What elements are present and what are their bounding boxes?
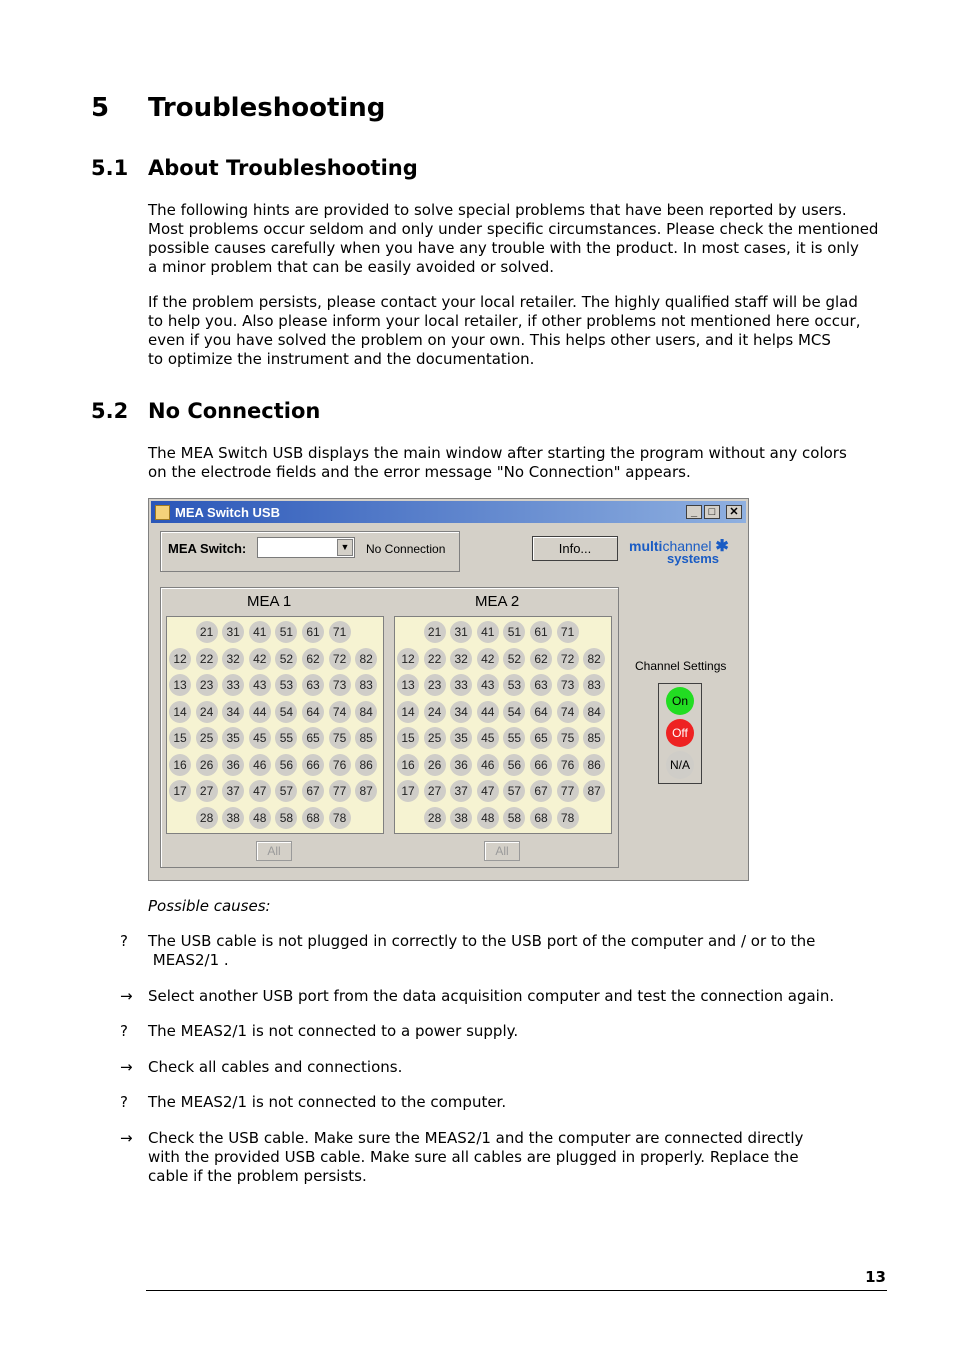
electrode-12[interactable]: 12 (397, 648, 419, 670)
electrode-21[interactable]: 21 (196, 621, 218, 643)
chapter-title: Troubleshooting (148, 93, 386, 123)
mea2-title: MEA 2 (475, 593, 520, 610)
electrode-48[interactable]: 48 (249, 807, 271, 829)
electrode-16[interactable]: 16 (169, 754, 191, 776)
section-title: About Troubleshooting (148, 156, 418, 180)
text-line: on the electrode fields and the error message "No Connection" appears. (148, 463, 691, 481)
app-icon (155, 505, 170, 520)
electrode-24[interactable]: 24 (196, 701, 218, 723)
electrode-57[interactable]: 57 (275, 780, 297, 802)
channel-settings-panel (658, 683, 702, 784)
electrode-24[interactable]: 24 (424, 701, 446, 723)
electrode-86[interactable]: 86 (355, 754, 377, 776)
electrode-74[interactable]: 74 (329, 701, 351, 723)
text-line: The USB cable is not plugged in correctly to the USB port of the computer and / or to the (148, 932, 816, 950)
electrode-15[interactable]: 15 (169, 727, 191, 749)
electrode-16[interactable]: 16 (397, 754, 419, 776)
arrow-right-icon: → (120, 987, 133, 1005)
electrode-35[interactable]: 35 (450, 727, 472, 749)
electrode-14[interactable]: 14 (169, 701, 191, 723)
electrode-43[interactable]: 43 (477, 674, 499, 696)
electrode-53[interactable]: 53 (503, 674, 525, 696)
electrode-45[interactable]: 45 (477, 727, 499, 749)
electrode-38[interactable]: 38 (222, 807, 244, 829)
electrode-52[interactable]: 52 (503, 648, 525, 670)
electrode-87[interactable]: 87 (355, 780, 377, 802)
electrode-68[interactable]: 68 (530, 807, 552, 829)
electrode-31[interactable]: 31 (222, 621, 244, 643)
mea2-all-button[interactable]: All (484, 841, 520, 861)
electrode-38[interactable]: 38 (450, 807, 472, 829)
electrode-85[interactable]: 85 (355, 727, 377, 749)
electrode-75[interactable]: 75 (329, 727, 351, 749)
text-line: to help you. Also please inform your local retailer, if other problems not mentioned here occur, (148, 312, 861, 330)
electrode-56[interactable]: 56 (503, 754, 525, 776)
electrode-47[interactable]: 47 (477, 780, 499, 802)
text-line: even if you have solved the problem on your own. This helps other users, and it helps MCS (148, 331, 831, 349)
question-marker: ? (120, 1093, 128, 1111)
electrode-71[interactable]: 71 (329, 621, 351, 643)
electrode-35[interactable]: 35 (222, 727, 244, 749)
minimize-button[interactable]: _ (686, 505, 702, 519)
about-paragraph-2 (148, 293, 873, 369)
asterisk-icon: ✱ (715, 538, 729, 555)
electrode-34[interactable]: 34 (450, 701, 472, 723)
electrode-33[interactable]: 33 (222, 674, 244, 696)
electrode-82[interactable]: 82 (355, 648, 377, 670)
mea1-title: MEA 1 (247, 593, 292, 610)
connection-status: No Connection (366, 542, 446, 556)
mea2-electrode-grid (394, 616, 612, 834)
electrode-55[interactable]: 55 (503, 727, 525, 749)
title-bar[interactable] (151, 501, 746, 523)
electrode-75[interactable]: 75 (557, 727, 579, 749)
text-line: possible causes carefully when you have any trouble with the product. In most cases, it is only (148, 239, 859, 257)
section-number: 5.2 (91, 399, 129, 423)
electrode-31[interactable]: 31 (450, 621, 472, 643)
chapter-number: 5 (91, 93, 110, 123)
electrode-44[interactable]: 44 (249, 701, 271, 723)
electrode-63[interactable]: 63 (530, 674, 552, 696)
electrode-62[interactable]: 62 (302, 648, 324, 670)
logo-text-multi: multi (629, 538, 663, 554)
text-line: a minor problem that can be easily avoided or solved. (148, 258, 554, 276)
cause-text: The MEAS2/1 is not connected to a power supply. (148, 1022, 519, 1040)
electrode-64[interactable]: 64 (302, 701, 324, 723)
electrode-66[interactable]: 66 (530, 754, 552, 776)
electrode-67[interactable]: 67 (302, 780, 324, 802)
logo-text-channel: channel (662, 538, 712, 554)
remedy-text: Check all cables and connections. (148, 1058, 403, 1076)
mea-switch-label: MEA Switch: (168, 541, 247, 556)
electrode-66[interactable]: 66 (302, 754, 324, 776)
text-line: The MEA Switch USB displays the main window after starting the program without any colors (148, 444, 847, 462)
electrode-48[interactable]: 48 (477, 807, 499, 829)
electrode-42[interactable]: 42 (249, 648, 271, 670)
electrode-54[interactable]: 54 (275, 701, 297, 723)
electrode-41[interactable]: 41 (249, 621, 271, 643)
electrode-56[interactable]: 56 (275, 754, 297, 776)
possible-causes-caption: Possible causes: (148, 897, 271, 915)
electrode-28[interactable]: 28 (196, 807, 218, 829)
info-button[interactable]: Info... (532, 536, 618, 561)
text-line: The following hints are provided to solve special problems that have been reported by users. (148, 201, 847, 219)
electrode-25[interactable]: 25 (196, 727, 218, 749)
electrode-23[interactable]: 23 (424, 674, 446, 696)
text-line: Check the USB cable. Make sure the MEAS2/1 and the computer are connected directly (148, 1129, 804, 1147)
electrode-25[interactable]: 25 (424, 727, 446, 749)
electrode-37[interactable]: 37 (450, 780, 472, 802)
about-paragraph-1 (148, 201, 879, 277)
electrode-41[interactable]: 41 (477, 621, 499, 643)
electrode-47[interactable]: 47 (249, 780, 271, 802)
electrode-44[interactable]: 44 (477, 701, 499, 723)
on-button[interactable]: On (666, 687, 694, 715)
electrode-26[interactable]: 26 (424, 754, 446, 776)
electrode-84[interactable]: 84 (583, 701, 605, 723)
close-button[interactable]: ✕ (726, 505, 742, 519)
electrode-15[interactable]: 15 (397, 727, 419, 749)
electrode-78[interactable]: 78 (557, 807, 579, 829)
logo-text-systems: systems (667, 551, 720, 566)
electrode-46[interactable]: 46 (249, 754, 271, 776)
off-button[interactable]: Off (666, 719, 694, 747)
text-line: to optimize the instrument and the documentation. (148, 350, 535, 368)
text-line: MEAS2/1 . (148, 951, 229, 969)
electrode-61[interactable]: 61 (530, 621, 552, 643)
chevron-down-icon[interactable]: ▼ (337, 539, 353, 556)
electrode-74[interactable]: 74 (557, 701, 579, 723)
electrode-28[interactable]: 28 (424, 807, 446, 829)
electrode-86[interactable]: 86 (583, 754, 605, 776)
electrode-62[interactable]: 62 (530, 648, 552, 670)
channel-settings-label: Channel Settings (635, 659, 727, 673)
electrode-37[interactable]: 37 (222, 780, 244, 802)
no-connection-paragraph (148, 444, 873, 482)
question-marker: ? (120, 932, 128, 950)
electrode-45[interactable]: 45 (249, 727, 271, 749)
electrode-23[interactable]: 23 (196, 674, 218, 696)
text-line: with the provided USB cable. Make sure all cables are plugged in properly. Replace the (148, 1148, 799, 1166)
electrode-83[interactable]: 83 (583, 674, 605, 696)
electrode-58[interactable]: 58 (503, 807, 525, 829)
na-button[interactable]: N/A (666, 751, 694, 779)
electrode-46[interactable]: 46 (477, 754, 499, 776)
electrode-57[interactable]: 57 (503, 780, 525, 802)
electrode-54[interactable]: 54 (503, 701, 525, 723)
section-title: No Connection (148, 399, 321, 423)
footer-rule (146, 1290, 887, 1291)
electrode-77[interactable]: 77 (557, 780, 579, 802)
electrode-43[interactable]: 43 (249, 674, 271, 696)
electrode-27[interactable]: 27 (424, 780, 446, 802)
electrode-68[interactable]: 68 (302, 807, 324, 829)
cause-text: The MEAS2/1 is not connected to the computer. (148, 1093, 507, 1111)
arrow-right-icon: → (120, 1058, 133, 1076)
electrode-12[interactable]: 12 (169, 648, 191, 670)
electrode-17[interactable]: 17 (169, 780, 191, 802)
electrode-55[interactable]: 55 (275, 727, 297, 749)
electrode-72[interactable]: 72 (557, 648, 579, 670)
mea-switch-window (148, 498, 749, 881)
mea-switch-select[interactable] (257, 537, 355, 558)
electrode-13[interactable]: 13 (169, 674, 191, 696)
question-marker: ? (120, 1022, 128, 1040)
electrode-87[interactable]: 87 (583, 780, 605, 802)
electrode-76[interactable]: 76 (557, 754, 579, 776)
electrode-65[interactable]: 65 (302, 727, 324, 749)
electrode-36[interactable]: 36 (222, 754, 244, 776)
electrode-82[interactable]: 82 (583, 648, 605, 670)
electrode-21[interactable]: 21 (424, 621, 446, 643)
mea1-all-button[interactable]: All (256, 841, 292, 861)
electrode-73[interactable]: 73 (557, 674, 579, 696)
electrode-58[interactable]: 58 (275, 807, 297, 829)
electrode-83[interactable]: 83 (355, 674, 377, 696)
page-number: 13 (865, 1268, 886, 1286)
electrode-53[interactable]: 53 (275, 674, 297, 696)
electrode-77[interactable]: 77 (329, 780, 351, 802)
electrode-36[interactable]: 36 (450, 754, 472, 776)
electrode-84[interactable]: 84 (355, 701, 377, 723)
electrode-32[interactable]: 32 (450, 648, 472, 670)
electrode-85[interactable]: 85 (583, 727, 605, 749)
electrode-42[interactable]: 42 (477, 648, 499, 670)
electrode-72[interactable]: 72 (329, 648, 351, 670)
electrode-27[interactable]: 27 (196, 780, 218, 802)
electrode-26[interactable]: 26 (196, 754, 218, 776)
electrode-33[interactable]: 33 (450, 674, 472, 696)
arrow-right-icon: → (120, 1129, 133, 1147)
maximize-button[interactable]: □ (704, 505, 720, 519)
electrode-22[interactable]: 22 (196, 648, 218, 670)
electrode-17[interactable]: 17 (397, 780, 419, 802)
electrode-34[interactable]: 34 (222, 701, 244, 723)
electrode-13[interactable]: 13 (397, 674, 419, 696)
remedy-text: Select another USB port from the data acquisition computer and test the connection again. (148, 987, 835, 1005)
electrode-63[interactable]: 63 (302, 674, 324, 696)
cause-text (148, 932, 815, 970)
electrode-51[interactable]: 51 (275, 621, 297, 643)
text-line: If the problem persists, please contact your local retailer. The highly qualified staff will be glad (148, 293, 858, 311)
electrode-14[interactable]: 14 (397, 701, 419, 723)
electrode-76[interactable]: 76 (329, 754, 351, 776)
electrode-61[interactable]: 61 (302, 621, 324, 643)
text-line: cable if the problem persists. (148, 1167, 367, 1185)
electrode-52[interactable]: 52 (275, 648, 297, 670)
electrode-51[interactable]: 51 (503, 621, 525, 643)
electrode-65[interactable]: 65 (530, 727, 552, 749)
electrode-71[interactable]: 71 (557, 621, 579, 643)
electrode-78[interactable]: 78 (329, 807, 351, 829)
text-line: Most problems occur seldom and only under specific circumstances. Please check the mentioned (148, 220, 879, 238)
electrode-73[interactable]: 73 (329, 674, 351, 696)
electrode-32[interactable]: 32 (222, 648, 244, 670)
window-title: MEA Switch USB (175, 505, 280, 520)
electrode-67[interactable]: 67 (530, 780, 552, 802)
electrode-64[interactable]: 64 (530, 701, 552, 723)
remedy-text (148, 1129, 803, 1186)
section-number: 5.1 (91, 156, 129, 180)
mea1-electrode-grid (166, 616, 384, 834)
electrode-22[interactable]: 22 (424, 648, 446, 670)
